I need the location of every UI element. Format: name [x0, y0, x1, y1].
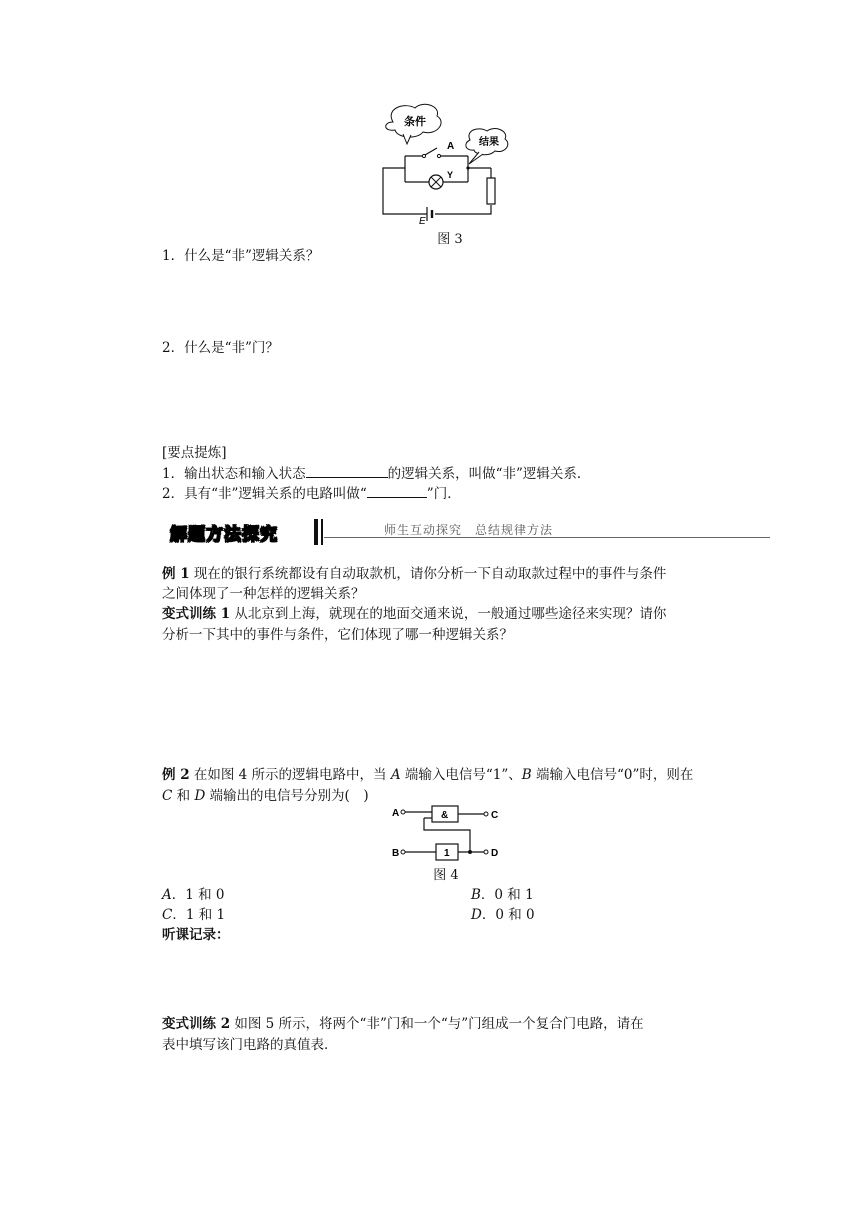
variant-1-text: 从北京到上海，就现在的地面交通来说，一般通过哪些途径来实现？请你	[230, 606, 667, 622]
example-2-text-and: 和	[172, 788, 195, 804]
example-1-label: 例 1	[162, 566, 190, 582]
key-point-1	[162, 463, 590, 485]
figure-3-circuit	[375, 100, 525, 228]
key-point-2-before: 2．具有“非”逻辑关系的电路叫做“	[162, 486, 367, 502]
option-b[interactable]	[471, 884, 534, 906]
option-a-text: ．1 和 0	[171, 887, 225, 903]
example-1-line-1	[162, 563, 666, 585]
output-c-label: C	[491, 810, 499, 821]
key-point-1-blank[interactable]	[306, 463, 388, 478]
example-2-text-c: 端输入电信号“1”、	[400, 767, 522, 783]
example-1-line-2: 之间体现了一种怎样的逻辑关系？	[162, 586, 365, 602]
input-b-label: B	[392, 848, 400, 859]
example-1-text: 现在的银行系统都设有自动取款机，请你分析一下自动取款过程中的事件与条件	[189, 566, 667, 582]
key-point-1-before: 1．输出状态和输入状态	[162, 466, 306, 482]
example-2-var-c: C	[162, 788, 173, 804]
option-a-letter: A	[162, 887, 172, 903]
example-2-label: 例 2	[162, 767, 190, 783]
example-2-text-end: 端输出的电信号分别为( )	[205, 788, 369, 804]
and-gate-symbol: &	[441, 810, 449, 821]
example-2-line-1	[162, 764, 693, 786]
banner-title: 解题方法探究	[170, 525, 278, 545]
section-banner	[162, 515, 770, 549]
figure-4-caption: 图 4	[433, 868, 459, 883]
banner-bar-thin	[321, 519, 323, 545]
option-c-text: ．1 和 1	[172, 907, 226, 923]
banner-subtitle: 师生互动探究 总结规律方法	[384, 523, 554, 537]
example-2-line-2	[162, 785, 369, 807]
resistor	[487, 178, 495, 204]
option-d-letter: D	[471, 907, 482, 923]
option-b-letter: B	[471, 887, 481, 903]
key-point-2	[162, 483, 461, 505]
variant-1-line-2: 分析一下其中的事件与条件，它们体现了哪一种逻辑关系？	[162, 627, 513, 643]
option-c-letter: C	[162, 907, 173, 923]
input-a-label: A	[392, 808, 400, 819]
variant-2-text: 如图 5 所示，将两个“非”门和一个“与”门组成一个复合门电路，请在	[230, 1016, 644, 1032]
example-2-var-d: D	[194, 788, 206, 804]
result-label: 结果	[479, 137, 499, 148]
notes-label: 听课记录：	[162, 927, 230, 943]
banner-title-block	[162, 515, 320, 547]
variant-2-line-2: 表中填写该门电路的真值表．	[162, 1037, 338, 1053]
question-2: 2．什么是“非”门？	[162, 340, 279, 356]
figure-4-logic-circuit	[388, 804, 504, 866]
not-gate-symbol: 1	[444, 848, 450, 859]
banner-rule	[324, 537, 770, 538]
output-d-label: D	[491, 848, 499, 859]
variant-1-label: 变式训练 1	[162, 606, 231, 622]
option-a[interactable]	[162, 884, 225, 906]
banner-bar-thick	[314, 519, 318, 545]
option-d-text: ．0 和 0	[481, 907, 535, 923]
option-c[interactable]	[162, 904, 225, 926]
question-1: 1．什么是“非”逻辑关系？	[162, 248, 320, 264]
example-2-text-a: 在如图 4 所示的逻辑电路中，当	[189, 767, 391, 783]
variant-2-label: 变式训练 2	[162, 1016, 231, 1032]
switch-label: A	[447, 141, 455, 152]
option-d[interactable]	[471, 904, 535, 926]
example-2-var-b: B	[521, 767, 532, 783]
example-2-var-a: A	[390, 767, 401, 783]
key-point-1-after: 的逻辑关系，叫做“非”逻辑关系．	[387, 466, 591, 482]
lamp-label: Y	[447, 170, 454, 180]
battery-label: E	[419, 216, 426, 227]
key-point-2-blank[interactable]	[367, 483, 427, 498]
example-2-text-e: 端输入电信号“0”时，则在	[531, 767, 694, 783]
condition-label: 条件	[404, 116, 426, 128]
figure-3-caption: 图 3	[437, 232, 463, 247]
variant-2-line-1	[162, 1013, 644, 1035]
key-point-2-after: ”门．	[426, 486, 461, 502]
variant-1-line-1	[162, 603, 666, 625]
option-b-text: ．0 和 1	[480, 887, 534, 903]
key-points-heading: [要点提炼]	[162, 445, 227, 461]
